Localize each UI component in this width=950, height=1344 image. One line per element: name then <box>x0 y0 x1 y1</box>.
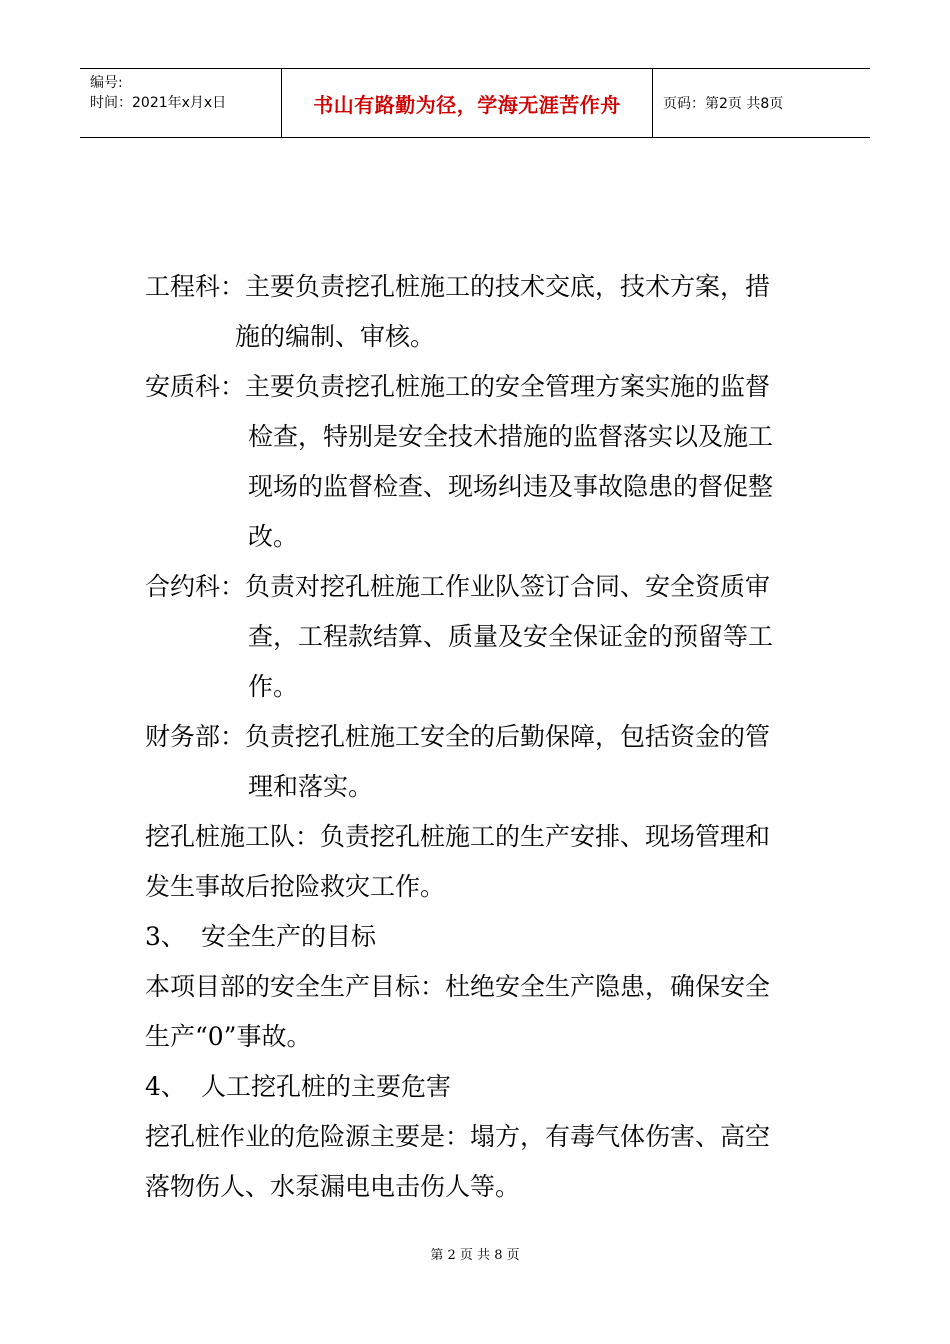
section-title: 安全生产的目标 <box>201 922 377 951</box>
finance-dept-line: 负责挖孔桩施工安全的后勤保障，包括资金的管 <box>245 722 771 751</box>
construction-team-line: 发生事故后抢险救灾工作。 <box>145 872 446 901</box>
page-footer: 第 2 页 共 8 页 <box>430 1248 520 1263</box>
contract-dept-line: 查，工程款结算、质量及安全保证金的预留等工 <box>248 622 774 651</box>
header-motto: 书山有路勤为径，学海无涯苦作舟 <box>282 69 653 137</box>
header-page-info: 页码：第2页 共8页 <box>663 96 784 112</box>
safety-dept-line: 主要负责挖孔桩施工的安全管理方案实施的监督 <box>245 372 771 401</box>
safety-dept-label: 安质科： <box>145 372 246 401</box>
section-number: 3、 <box>145 922 186 951</box>
hazards-paragraph <box>145 1112 810 1212</box>
safety-dept-line: 检查，特别是安全技术措施的监督落实以及施工 <box>248 422 774 451</box>
paragraph-line: 落物伤人、水泵漏电电击伤人等。 <box>145 1172 521 1201</box>
safety-dept-entry <box>145 362 810 562</box>
header-meta <box>80 69 282 137</box>
section-heading-3 <box>145 912 810 962</box>
construction-team-line: 挖孔桩施工队：负责挖孔桩施工的生产安排、现场管理和 <box>145 822 771 851</box>
contract-dept-line: 负责对挖孔桩施工作业队签订合同、安全资质审 <box>245 572 771 601</box>
section-heading-4 <box>145 1062 810 1112</box>
page-header <box>80 68 870 138</box>
finance-dept-label: 财务部： <box>145 722 246 751</box>
engineering-dept-entry <box>145 262 810 362</box>
engineering-dept-label: 工程科： <box>145 272 246 301</box>
paragraph-line: 本项目部的安全生产目标：杜绝安全生产隐患，确保安全 <box>145 972 771 1001</box>
contract-dept-line: 作。 <box>248 672 299 701</box>
safety-dept-line: 改。 <box>248 522 299 551</box>
paragraph-line: 挖孔桩作业的危险源主要是：塌方，有毒气体伤害、高空 <box>145 1122 771 1151</box>
engineering-dept-line: 主要负责挖孔桩施工的技术交底，技术方案，措 <box>245 272 771 301</box>
paragraph-line: 生产“0”事故。 <box>145 1022 312 1051</box>
document-number-label: 编号: <box>90 75 123 91</box>
finance-dept-line: 理和落实。 <box>248 772 374 801</box>
engineering-dept-line: 施的编制、审核。 <box>235 322 436 351</box>
document-time: 时间：2021年x月x日 <box>90 95 227 111</box>
construction-team-entry <box>145 812 810 912</box>
contract-dept-entry <box>145 562 810 712</box>
document-body <box>145 262 810 1212</box>
safety-goal-paragraph <box>145 962 810 1062</box>
section-title: 人工挖孔桩的主要危害 <box>201 1072 452 1101</box>
safety-dept-line: 现场的监督检查、现场纠违及事故隐患的督促整 <box>248 472 774 501</box>
contract-dept-label: 合约科： <box>145 572 246 601</box>
finance-dept-entry <box>145 712 810 812</box>
section-number: 4、 <box>145 1072 186 1101</box>
